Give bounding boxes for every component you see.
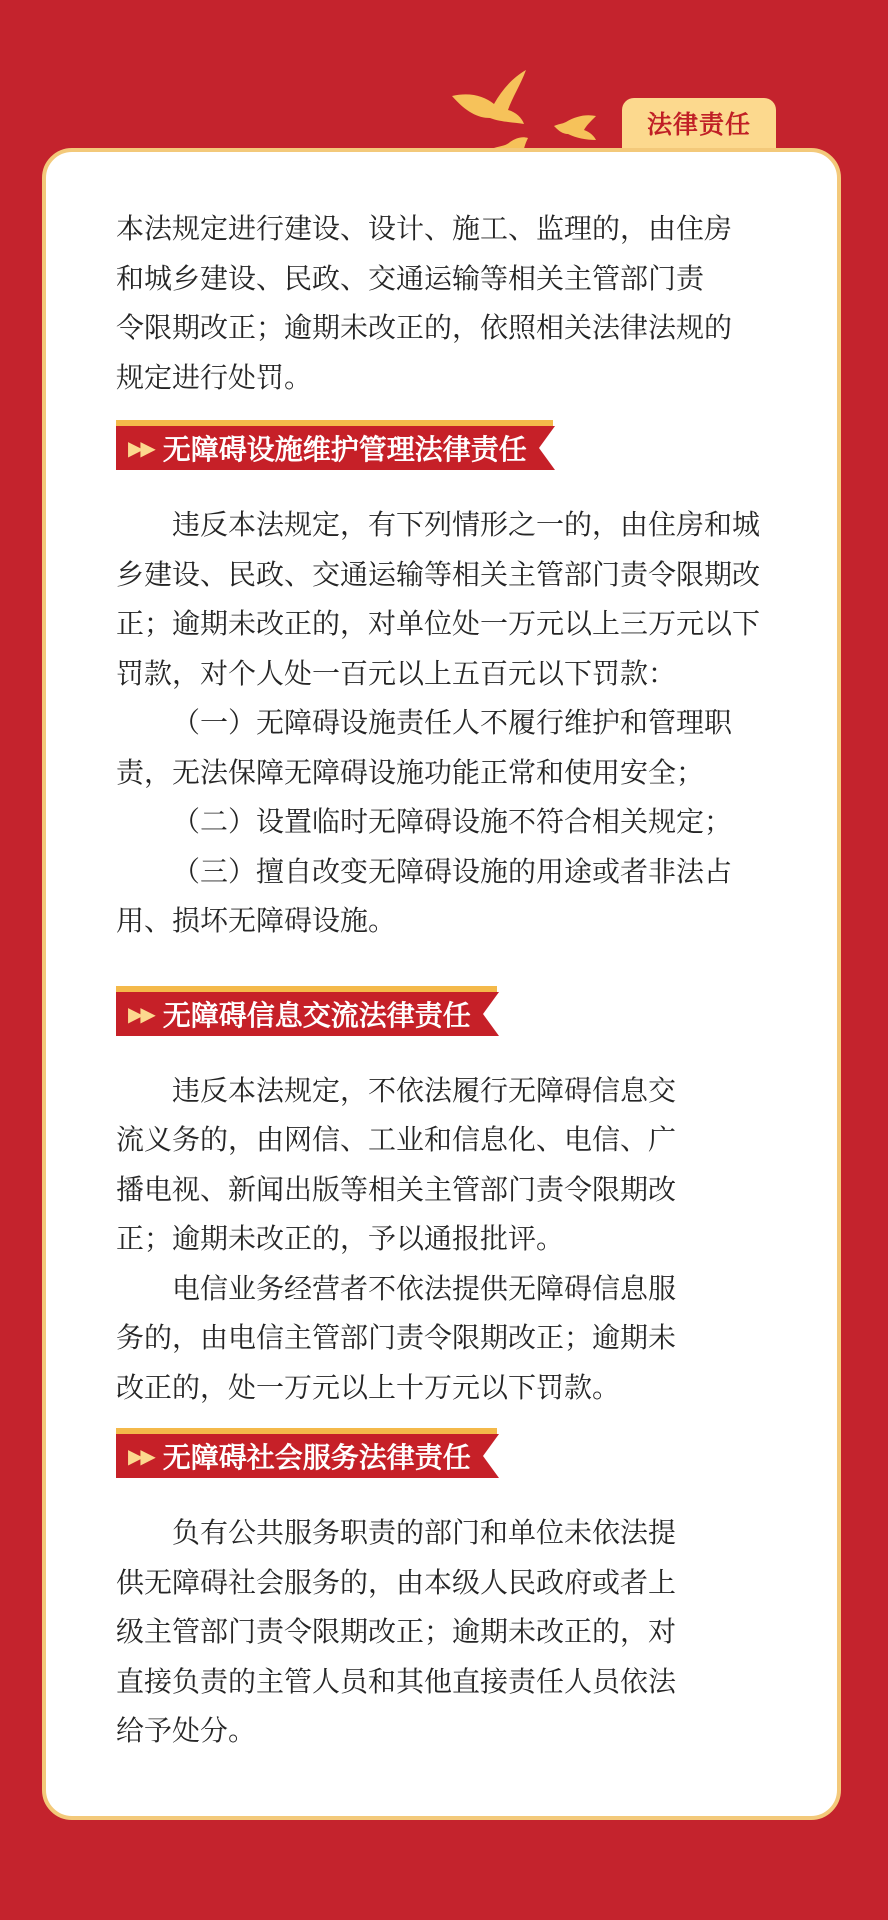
- content-body: [116, 204, 776, 1756]
- text-line: 级主管部门责令限期改正；逾期未改正的，对: [116, 1615, 677, 1648]
- section-body: [116, 500, 776, 946]
- section-heading: [116, 1426, 776, 1492]
- text-line: 流义务的，由网信、工业和信息化、电信、广: [116, 1123, 677, 1156]
- section-body: [116, 1508, 776, 1756]
- text-line: 责，无法保障无障碍设施功能正常和使用安全；: [116, 755, 705, 789]
- text-line: 直接负责的主管人员和其他直接责任人员依法: [116, 1664, 677, 1698]
- text-line: （二）设置临时无障碍设施不符合相关规定；: [172, 805, 733, 838]
- text-line: 务的，由电信主管部门责令限期改正；逾期未: [116, 1321, 677, 1354]
- section-heading: [116, 984, 776, 1050]
- text-line: 违反本法规定，有下列情形之一的，由住房和城: [172, 508, 761, 541]
- text-line: 乡建设、民政、交通运输等相关主管部门责令限期改: [116, 557, 761, 591]
- section-tab: 法律责任: [622, 98, 776, 152]
- section-heading-text: 无障碍信息交流法律责任: [162, 998, 471, 1032]
- text-line: 供无障碍社会服务的，由本级人民政府或者上: [116, 1565, 677, 1599]
- text-line: 令限期改正；逾期未改正的，依照相关法律法规的: [116, 311, 733, 344]
- double-triangle-icon: ▶▶: [128, 1001, 153, 1026]
- text-line: 本法规定进行建设、设计、施工、监理的，由住房: [116, 212, 733, 245]
- text-line: 罚款，对个人处一百元以上五百元以下罚款：: [116, 656, 677, 690]
- text-line: 用、损坏无障碍设施。: [116, 904, 397, 937]
- intro-paragraph: [116, 204, 776, 402]
- text-line: 负有公共服务职责的部门和单位未依法提: [172, 1516, 677, 1549]
- text-line: 播电视、新闻出版等相关主管部门责令限期改: [116, 1172, 677, 1206]
- section-body: [116, 1066, 776, 1413]
- section-heading-text: 无障碍社会服务法律责任: [162, 1441, 471, 1474]
- text-line: 违反本法规定，不依法履行无障碍信息交: [172, 1073, 677, 1107]
- text-line: 给予处分。: [116, 1714, 257, 1747]
- text-line: 正；逾期未改正的，对单位处一万元以上三万元以下: [116, 607, 761, 640]
- text-line: （三）擅自改变无障碍设施的用途或者非法占: [172, 854, 733, 888]
- text-line: 正；逾期未改正的，予以通报批评。: [116, 1222, 565, 1255]
- text-line: 规定进行处罚。: [116, 360, 313, 394]
- double-triangle-icon: ▶▶: [128, 436, 153, 460]
- section-heading-text: 无障碍设施维护管理法律责任: [162, 433, 527, 466]
- text-line: （一）无障碍设施责任人不履行维护和管理职: [172, 706, 733, 739]
- text-line: 改正的，处一万元以上十万元以下罚款。: [116, 1370, 621, 1404]
- text-line: 电信业务经营者不依法提供无障碍信息服: [172, 1271, 677, 1305]
- content-card: [42, 148, 841, 1820]
- text-line: 和城乡建设、民政、交通运输等相关主管部门责: [116, 261, 705, 295]
- section-heading: [116, 418, 776, 484]
- double-triangle-icon: ▶▶: [128, 1444, 153, 1468]
